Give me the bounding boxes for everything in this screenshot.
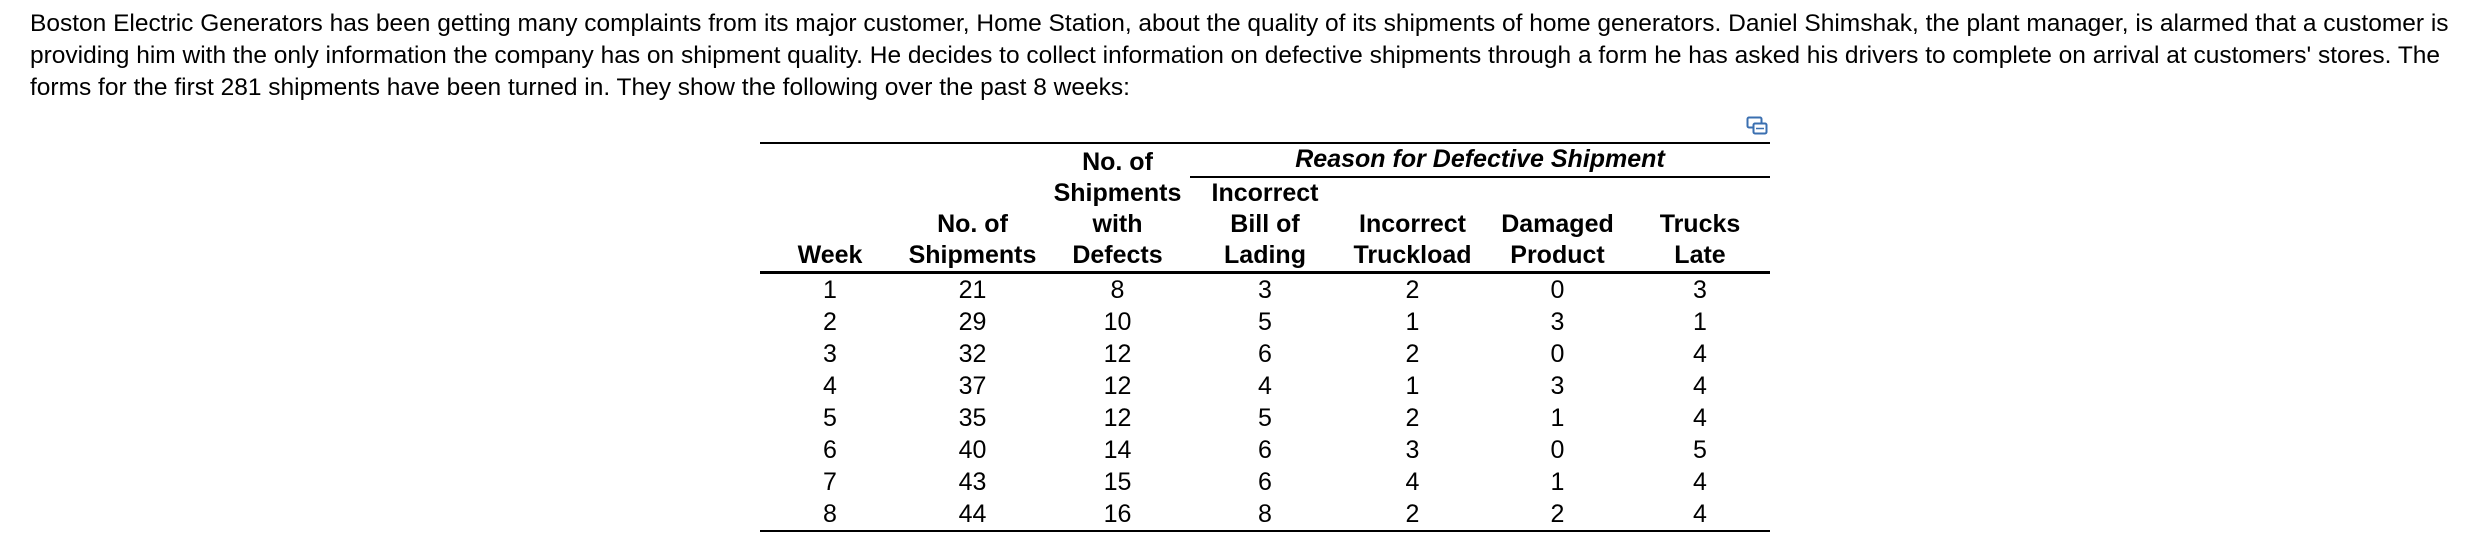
table-body (760, 273, 1770, 532)
cell-shipments: 43 (958, 467, 987, 496)
cell-damaged: 0 (1550, 275, 1565, 304)
problem-statement: Boston Electric Generators has been getting many complaints from its major customer, Home Station, about the quality of its shipments of home generators. Daniel Shimshak, the plant manager, is alarmed that a customer is providing him with the only information the company has on shipment quality. He decides to collect information on defective shipments through a form he has asked his drivers to complete on arrival at customers' stores. The forms for the first 281 shipments have been turned in. They show the following over the past 8 weeks: (30, 10, 2449, 101)
cell-week: 6 (823, 435, 837, 464)
header-week (760, 177, 900, 273)
cell-shipments: 37 (958, 371, 987, 400)
header-damaged-line: Damaged (1501, 210, 1614, 238)
cell-late: 5 (1693, 435, 1707, 464)
cell-shipments: 40 (958, 435, 987, 464)
header-shipments (900, 177, 1045, 273)
cell-truckload: 2 (1340, 498, 1485, 531)
header-spacer (760, 143, 900, 177)
cell-week: 4 (823, 371, 837, 400)
header-week-label: Week (797, 241, 863, 269)
table-row (760, 498, 1770, 531)
cell-defects: 8 (1110, 275, 1125, 304)
reason-group-header: Reason for Defective Shipment (1190, 143, 1770, 177)
cell-week: 2 (823, 307, 837, 336)
cell-shipments: 32 (958, 339, 987, 368)
header-defects-line: Defects (1072, 241, 1163, 269)
cell-defects: 16 (1045, 498, 1190, 531)
cell-late: 4 (1693, 339, 1707, 368)
cell-bill-of-lading: 6 (1258, 467, 1272, 496)
cell-week: 1 (823, 275, 837, 304)
header-bill-line: Bill of (1230, 210, 1300, 238)
cell-truckload: 2 (1405, 339, 1420, 368)
cell-damaged: 1 (1550, 403, 1565, 432)
cell-late: 4 (1693, 371, 1707, 400)
cell-defects: 10 (1103, 307, 1132, 336)
header-defects-line: Shipments (1053, 179, 1182, 207)
cell-defects: 15 (1103, 467, 1132, 496)
cell-truckload: 2 (1405, 403, 1420, 432)
table-row (760, 402, 1770, 434)
cell-late: 1 (1693, 307, 1707, 336)
cell-week: 3 (823, 339, 837, 368)
cell-bill-of-lading: 6 (1258, 339, 1272, 368)
header-defects (1045, 143, 1190, 273)
header-truckload-line: Incorrect (1359, 210, 1466, 238)
copy-icon[interactable] (1746, 116, 1768, 136)
cell-truckload: 3 (1405, 435, 1420, 464)
cell-shipments: 44 (900, 498, 1045, 531)
table-row (760, 466, 1770, 498)
cell-bill-of-lading: 5 (1258, 307, 1272, 336)
cell-shipments: 21 (958, 275, 987, 304)
header-bill-line: Lading (1224, 241, 1306, 269)
table-row (760, 434, 1770, 466)
cell-damaged: 3 (1550, 371, 1565, 400)
cell-truckload: 2 (1405, 275, 1420, 304)
header-truckload (1340, 177, 1485, 273)
cell-late: 4 (1693, 467, 1707, 496)
shipment-defects-table (760, 142, 1770, 532)
header-bill-of-lading (1190, 177, 1340, 273)
header-shipments-line: No. of (937, 210, 1008, 238)
header-truckload-line: Truckload (1353, 241, 1472, 269)
table-row (760, 273, 1770, 307)
cell-shipments: 29 (958, 307, 987, 336)
cell-truckload: 4 (1405, 467, 1420, 496)
cell-damaged: 3 (1550, 307, 1565, 336)
cell-week: 8 (760, 498, 900, 531)
cell-damaged: 0 (1550, 339, 1565, 368)
cell-bill-of-lading: 6 (1258, 435, 1272, 464)
cell-late: 4 (1630, 498, 1770, 531)
cell-bill-of-lading: 8 (1190, 498, 1340, 531)
header-defects-line: No. of (1082, 148, 1153, 176)
cell-truckload: 1 (1405, 371, 1420, 400)
cell-late: 4 (1693, 403, 1707, 432)
header-late-line: Late (1674, 241, 1726, 269)
table-row (760, 306, 1770, 338)
cell-damaged: 1 (1550, 467, 1565, 496)
cell-damaged: 0 (1550, 435, 1565, 464)
header-spacer (900, 143, 1045, 177)
cell-defects: 12 (1103, 403, 1132, 432)
cell-defects: 12 (1103, 339, 1132, 368)
cell-defects: 14 (1103, 435, 1132, 464)
header-damaged (1485, 177, 1630, 273)
cell-late: 3 (1693, 275, 1707, 304)
cell-shipments: 35 (958, 403, 987, 432)
header-defects-line: with (1092, 210, 1143, 238)
cell-defects: 12 (1103, 371, 1132, 400)
header-bill-line: Incorrect (1211, 179, 1319, 207)
table-row (760, 338, 1770, 370)
header-damaged-line: Product (1510, 241, 1605, 269)
table-row (760, 370, 1770, 402)
header-late-line: Trucks (1659, 210, 1741, 238)
cell-bill-of-lading: 4 (1258, 371, 1272, 400)
header-shipments-line: Shipments (908, 241, 1037, 269)
cell-bill-of-lading: 5 (1258, 403, 1272, 432)
cell-week: 5 (823, 403, 837, 432)
header-late (1630, 177, 1770, 273)
cell-bill-of-lading: 3 (1258, 275, 1272, 304)
cell-truckload: 1 (1405, 307, 1420, 336)
cell-damaged: 2 (1485, 498, 1630, 531)
cell-week: 7 (823, 467, 837, 496)
